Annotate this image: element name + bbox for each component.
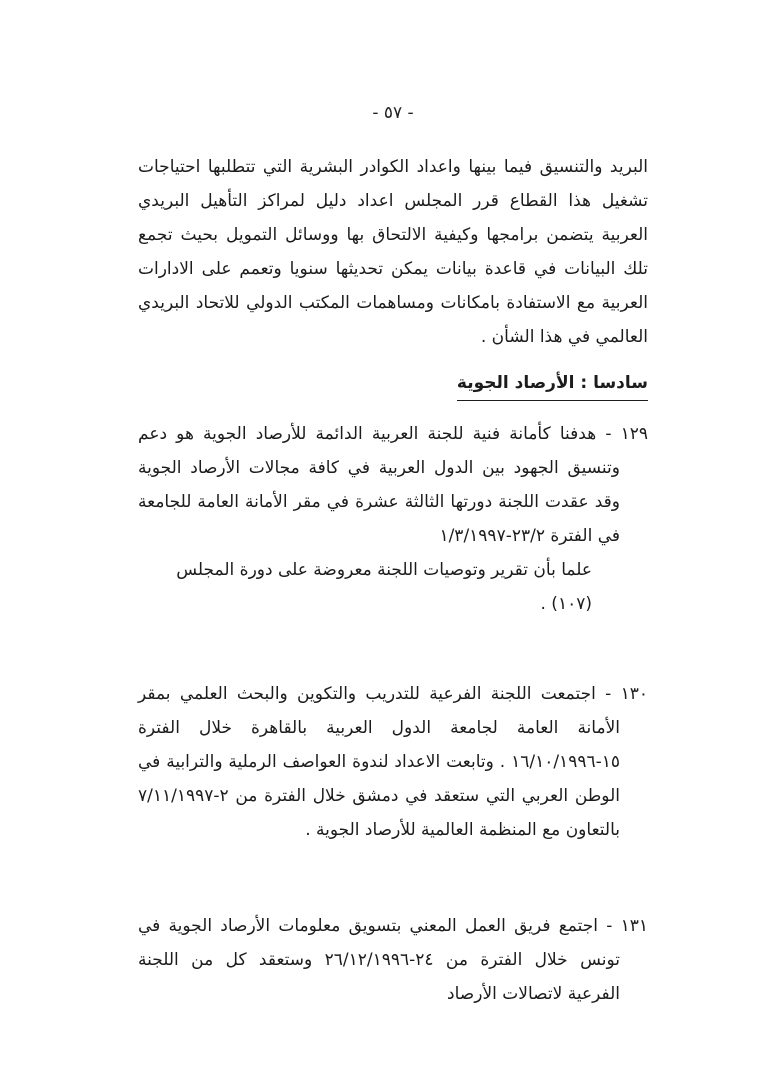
- paragraph-129-number: ١٢٩ -: [605, 424, 648, 444]
- spacer: [138, 621, 648, 677]
- paragraph-130-body: اجتمعت اللجنة الفرعية للتدريب والتكوين والبحث العلمي بمقر الأمانة العامة لجامعة الدول العربية بالقاهرة خلال الفترة ١٥-١٦/١٠/١٩٩٦ . وتابعت الاعداد لندوة العواصف الرملية والترابية في الوطن العربي التي ستعقد في دمشق خلال الفترة من ٢-٧/١١/١٩٩٧ بالتعاون مع المنظمة العالمية للأرصاد الجوية .: [138, 684, 620, 840]
- intro-paragraph: البريد والتنسيق فيما بينها واعداد الكوادر البشرية التي تتطلبها احتياجات تشغيل هذا القطاع قرر المجلس اعداد دليل لمراكز التأهيل البريدي العربية يتضمن برامجها وكيفية الالتحاق بها ووسائل التمويل بحيث تجمع تلك البيانات في قاعدة بيانات يمكن تحديثها سنويا وتعمم على الادارات العربية مع الاستفادة بامكانات ومساهمات المكتب الدولي للاتحاد البريدي العالمي في هذا الشأن .: [138, 157, 648, 347]
- paragraph-129-text: [138, 417, 648, 553]
- paragraph-129-body: هدفنا كأمانة فنية للجنة العربية الدائمة للأرصاد الجوية هو دعم وتنسيق الجهود بين الدول العربية في كافة مجالات الأرصاد الجوية وقد عقدت اللجنة دورتها الثالثة عشرة في مقر الأمانة العامة للجامعة في الفترة ٢٣/٢-١/٣/١٩٩٧: [138, 424, 620, 546]
- spacer: [138, 847, 648, 909]
- paragraph-129-closing-line: علما بأن تقرير وتوصيات اللجنة معروضة على دورة المجلس (١٠٧) .: [176, 560, 592, 614]
- paragraph-129: [138, 417, 648, 621]
- paragraph-131-text: [138, 909, 648, 1011]
- section-heading: سادسا : الأرصاد الجوية: [457, 370, 648, 401]
- paragraph-130-number: ١٣٠ -: [605, 684, 648, 704]
- paragraph-131-number: ١٣١ -: [606, 916, 649, 936]
- paragraph-131-body: اجتمع فريق العمل المعني بتسويق معلومات الأرصاد الجوية في تونس خلال الفترة من ٢٤-٢٦/١٢/١٩٩٦ وستعقد كل من اللجنة الفرعية لاتصالات الأرصاد: [138, 916, 620, 1004]
- paragraph-130: [138, 677, 648, 847]
- page-number: - ٥٧ -: [372, 103, 414, 123]
- paragraph-130-text: [138, 677, 648, 847]
- section-heading-row: [138, 370, 648, 401]
- paragraph-131: [138, 909, 648, 1011]
